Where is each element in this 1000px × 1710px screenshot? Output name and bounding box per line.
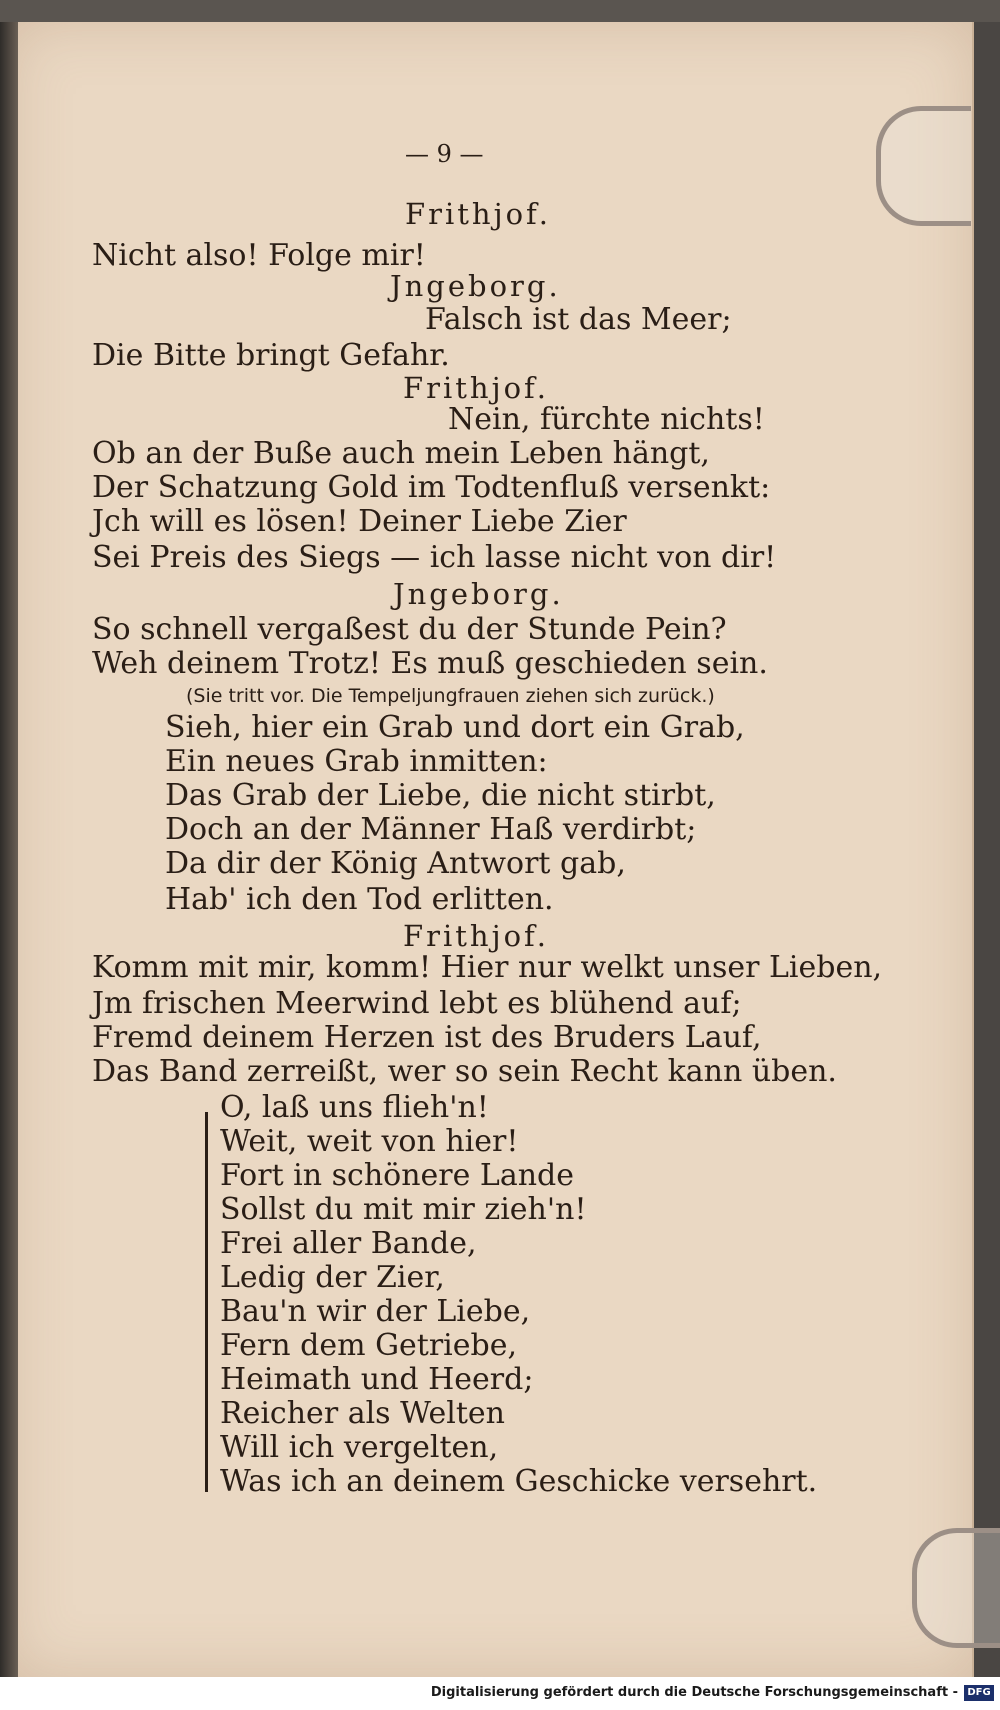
speaker-name: Jngeborg.	[393, 577, 564, 611]
verse-line: Nicht also! Folge mir!	[92, 238, 426, 273]
verse-line: Fern dem Getriebe,	[220, 1328, 518, 1363]
verse-line: Bau'n wir der Liebe,	[220, 1294, 531, 1329]
verse-line: Sieh, hier ein Grab und dort ein Grab,	[165, 710, 745, 745]
verse-line: Jm frischen Meerwind lebt es blühend auf;	[92, 986, 742, 1021]
speaker-name: Jngeborg.	[390, 269, 561, 303]
verse-line: Ein neues Grab inmitten:	[165, 744, 548, 779]
footer-credit: Digitalisierung gefördert durch die Deutsche Forschungsgemeinschaft -	[430, 1685, 958, 1700]
verse-line: Reicher als Welten	[220, 1396, 505, 1431]
verse-line: Ob an der Buße auch mein Leben hängt,	[92, 436, 710, 471]
verse-line: Das Grab der Liebe, die nicht stirbt,	[165, 778, 716, 813]
verse-line: Nein, fürchte nichts!	[448, 402, 765, 437]
verse-line: Jch will es lösen! Deiner Liebe Zier	[92, 504, 627, 539]
verse-line: Sollst du mit mir zieh'n!	[220, 1192, 587, 1227]
verse-line: Ledig der Zier,	[220, 1260, 445, 1295]
speaker-name: Frithjof.	[403, 919, 549, 953]
verse-brace	[205, 1112, 216, 1492]
page-number: — 9 —	[405, 140, 484, 168]
verse-line: Der Schatzung Gold im Todtenfluß versenkt:	[92, 470, 771, 505]
verse-line: Das Band zerreißt, wer so sein Recht kann üben.	[92, 1054, 837, 1089]
verse-line: Hab' ich den Tod erlitten.	[165, 882, 554, 917]
verse-line: Was ich an deinem Geschicke versehrt.	[220, 1464, 818, 1499]
speaker-name: Frithjof.	[403, 371, 549, 405]
verse-line: So schnell vergaßest du der Stunde Pein?	[92, 612, 727, 647]
verse-line: Heimath und Heerd;	[220, 1362, 534, 1397]
verse-line: Komm mit mir, komm! Hier nur welkt unser Lieben,	[92, 950, 883, 985]
verse-line: Da dir der König Antwort gab,	[165, 846, 626, 881]
verse-line: Fort in schönere Lande	[220, 1158, 574, 1193]
verse-line: Doch an der Männer Haß verdirbt;	[165, 812, 697, 847]
verse-line: Frei aller Bande,	[220, 1226, 477, 1261]
verse-line: Sei Preis des Siegs — ich lasse nicht von dir!	[92, 540, 777, 575]
verse-line: Will ich vergelten,	[220, 1430, 499, 1465]
verse-line: Weit, weit von hier!	[220, 1124, 519, 1159]
digitization-footer	[0, 1677, 1000, 1710]
verse-line: O, laß uns flieh'n!	[220, 1090, 489, 1125]
speaker-name: Frithjof.	[405, 197, 551, 231]
verse-line: Falsch ist das Meer;	[425, 302, 732, 337]
verse-line: Fremd deinem Herzen ist des Bruders Lauf,	[92, 1020, 762, 1055]
verse-line: Die Bitte bringt Gefahr.	[92, 338, 450, 373]
dfg-logo-icon[interactable]: DFG	[964, 1685, 994, 1701]
verse-line: Weh deinem Trotz! Es muß geschieden sein.	[92, 646, 768, 681]
stage-direction: (Sie tritt vor. Die Tempeljungfrauen ziehen sich zurück.)	[186, 685, 715, 707]
